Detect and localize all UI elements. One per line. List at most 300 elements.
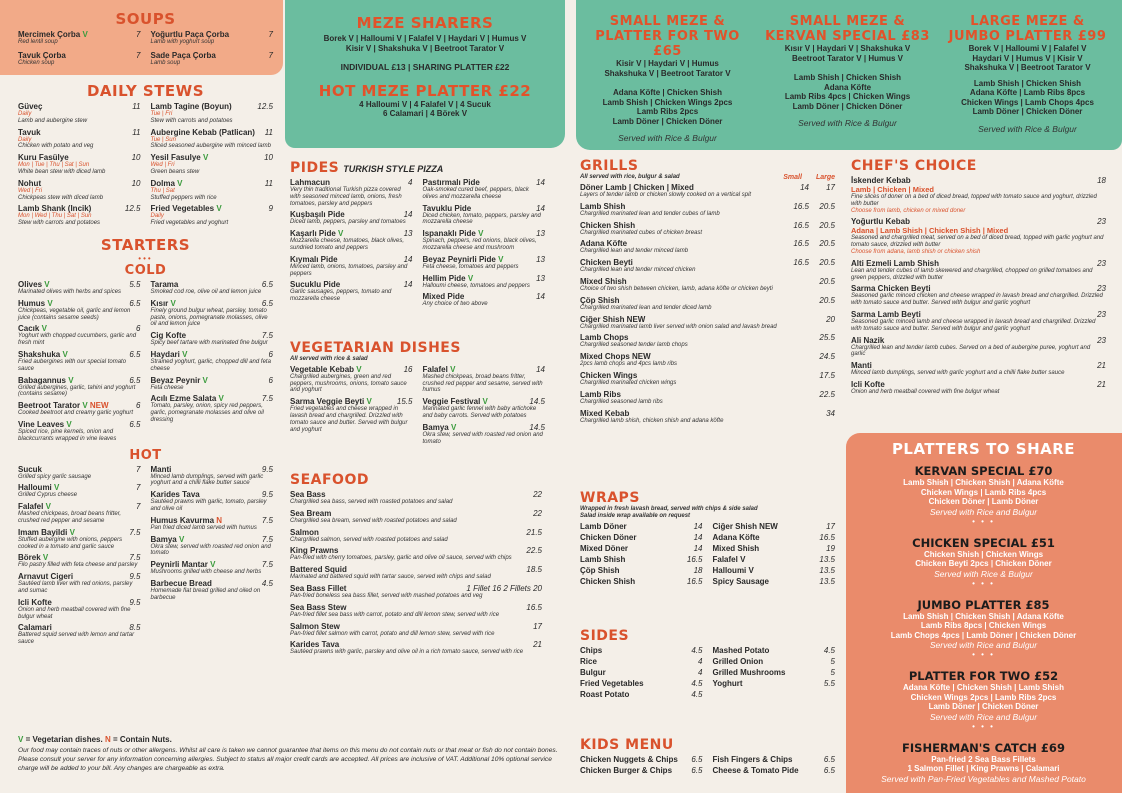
item-price: 4.5 (823, 646, 835, 655)
item-desc: Chargrilled lean and tender minced chicken (580, 267, 696, 274)
item-row (290, 210, 413, 219)
item-name: Mixed Döner (580, 543, 629, 553)
large-price: 17 (826, 183, 835, 192)
large-served: Served with Rice & Bulgur (978, 123, 1077, 134)
item-row (580, 522, 703, 531)
item-row (151, 179, 274, 188)
item-name: Sea Bass Fillet (290, 583, 347, 593)
item-name-wrap (151, 376, 208, 385)
item-prices (791, 371, 835, 380)
item-desc: Chicken soup (18, 59, 55, 66)
item-name: Halloumi (18, 483, 52, 493)
small-price: 16.5 (793, 201, 809, 211)
item-desc: Marinated olives with herbs and spices (18, 289, 122, 295)
item-desc: Feta cheese (150, 384, 184, 391)
wraps-sub2: Salad inside wrap available on request (580, 512, 691, 519)
pides-section (290, 160, 545, 311)
legend-n: N (104, 735, 111, 744)
large-price: 20.5 (819, 295, 835, 305)
item-row (580, 555, 703, 564)
item-desc: Marinated and battered squid with tartar sauce, served with chips and salad (290, 574, 491, 581)
item-price: 1 Fillet 16 2 Fillets 20 (466, 583, 542, 593)
item-desc: Chargrilled lean and tender lamb cubes. Served on a bed of aubergine puree, yoghurt and garlic (851, 344, 1091, 358)
item-price: 22 (533, 508, 542, 518)
kids-section (580, 737, 835, 775)
small-price: 16.5 (793, 220, 809, 230)
item-price: 6.5 (823, 755, 835, 764)
item-price: 7 (136, 30, 141, 39)
item-note: Choose from lamb, chicken or mixed doner (851, 207, 966, 214)
kervan-platter (760, 14, 935, 128)
item-row (851, 284, 1106, 293)
menu-item (18, 623, 141, 646)
item-name-wrap (290, 509, 331, 518)
item-price: 7.5 (261, 560, 273, 570)
platter-block (856, 536, 1111, 588)
item-name-wrap (423, 229, 484, 238)
item-name: Mercimek Çorba (18, 30, 81, 39)
item-name: Çöp Shish (580, 565, 620, 575)
item-name-wrap (18, 376, 74, 385)
platter-line: Chicken Wings | Lamb Chops 4pcs (961, 97, 1094, 107)
item-row (18, 465, 141, 474)
item-row (151, 490, 274, 499)
item-price: 5 (830, 668, 835, 677)
menu-item (580, 183, 835, 199)
item-row (713, 668, 836, 677)
item-desc: Spinach, peppers, red onions, black olives, mozzarella cheese and mushroom (422, 238, 537, 251)
platter-line: Lamb Chops 4pcs | Lamb Döner | Chicken Döner (890, 630, 1077, 640)
item-desc: Green beans stew (150, 168, 200, 175)
item-name: Adana Köfte (580, 239, 628, 249)
item-desc: Minced lamb, onions, tomatoes, parsley and peppers (290, 263, 408, 277)
menu-item (423, 178, 546, 201)
item-price: 22 (533, 490, 542, 499)
item-price: 7.5 (261, 394, 273, 404)
veg-badge: V (66, 375, 74, 385)
item-desc: Choice of two shish between chicken, lamb, adana köfte or chicken beyti (580, 285, 773, 292)
small-price: 16.5 (793, 258, 809, 268)
platter-line: Adana Köfte | Chicken Shish | Lamb Shish (903, 683, 1064, 692)
item-name: Adana Köfte (712, 532, 760, 542)
menu-item (423, 423, 546, 446)
menu-item (290, 622, 542, 638)
legend (18, 735, 558, 744)
item-desc: Chargrilled lamb shish, chicken shish and adana köfte (580, 417, 724, 424)
item-row (713, 766, 836, 775)
item-desc: Stew with carrots and potatoes (150, 117, 233, 124)
item-prices (791, 409, 835, 418)
item-desc: Red lentil soup (18, 39, 58, 45)
item-row (423, 255, 546, 264)
item-desc: Pan-fried boneless sea bass fillet, served with mashed potatoes and veg (290, 592, 483, 599)
menu-item (423, 292, 546, 308)
item-prices (791, 277, 835, 286)
item-row (151, 153, 274, 162)
platters-title: PLATTERS TO SHARE (891, 440, 1076, 458)
item-row (580, 239, 835, 248)
item-row (151, 394, 274, 403)
meze-title: MEZE SHARERS (356, 14, 494, 32)
large-price: 22.5 (819, 389, 835, 399)
item-desc: Pan fried diced lamb served with humus (150, 524, 257, 531)
item-name: Çöp Shish (580, 295, 620, 305)
veg-badge: V (174, 178, 183, 188)
item-row (851, 380, 1106, 389)
small-meze-top2: Shakshuka V | Beetroot Tarator V (604, 68, 731, 78)
item-name: Yoghurt (712, 679, 743, 688)
item-price: 14 (693, 543, 703, 553)
large-header: Large (815, 174, 835, 181)
item-row (151, 331, 274, 340)
item-days: Wed | Fri (150, 162, 175, 169)
veg-badge: V (480, 397, 488, 407)
item-row (423, 423, 546, 432)
item-price: 21 (1097, 379, 1106, 389)
item-price: 13 (403, 229, 413, 239)
item-name-wrap (18, 623, 52, 632)
item-name: Fried Vegetables (580, 679, 644, 688)
item-name: Beyaz Peynirli Pide (422, 254, 496, 264)
item-row (713, 533, 836, 542)
item-desc: Okra stew, served with roasted red onion and tomato (422, 431, 543, 445)
item-price: 9.5 (261, 464, 273, 474)
item-name-wrap (851, 380, 885, 389)
small-price (791, 409, 809, 418)
item-row (580, 668, 703, 677)
item-name-wrap (18, 153, 69, 162)
platter-line: Pan-fried 2 Sea Bass Fillets (931, 754, 1036, 764)
item-name-wrap (290, 584, 346, 593)
item-desc: Okra stew, served with roasted red onion and tomato (150, 543, 271, 557)
item-row (580, 766, 703, 775)
item-row (290, 640, 542, 649)
item-name: Haydari (150, 349, 180, 359)
item-price: 14.5 (529, 397, 545, 407)
menu-item (851, 259, 1106, 282)
large-price: 34 (826, 408, 835, 418)
platter-line: Adana Köfte | Chicken Shish (613, 88, 722, 97)
item-price: 17 (826, 521, 835, 531)
platter-line: Lamb Döner | Chicken Döner (928, 702, 1039, 711)
menu-item (151, 204, 274, 227)
menu-item (290, 490, 542, 506)
item-desc: Chargrilled marinated lamb liver served with onion salad and lavash bread (580, 323, 777, 330)
item-days: Mon | Tue | Thu | Sat | Sun (18, 162, 90, 169)
menu-item (151, 128, 274, 151)
item-name-wrap (851, 217, 910, 226)
item-desc: Minced lamb dumplings, served with garlic yoghurt and a chilli flake butter sauce (150, 473, 264, 487)
menu-item (290, 178, 413, 207)
item-price: 6.5 (691, 755, 703, 764)
meze-sharers-section (290, 14, 560, 119)
veg-badge: V (475, 229, 484, 239)
item-row (151, 560, 274, 569)
veg-badge: V (200, 375, 208, 385)
item-name-wrap (851, 361, 872, 370)
item-name: King Prawns (290, 546, 339, 556)
menu-item (580, 258, 835, 274)
veg-badge: V (216, 394, 224, 404)
item-price: 6 (268, 349, 273, 359)
item-price: 14 (403, 280, 413, 290)
menu-item (18, 350, 141, 373)
seafood-section (290, 472, 542, 659)
menu-item (18, 324, 141, 347)
meze-line2: Kisir V | Shakshuka V | Beetroot Tarator V (345, 43, 505, 53)
veg-badge: V (40, 553, 49, 563)
item-name-wrap (151, 394, 224, 403)
item-options: Lamb | Chicken | Mixed (851, 185, 934, 194)
item-desc: Chargrilled salmon, served with roasted potatoes and salad (290, 536, 448, 543)
item-name: Arnavut Cigeri (18, 572, 74, 582)
veg-badge: V (200, 153, 209, 163)
item-row (18, 401, 141, 410)
item-name: Fried Vegetables (150, 204, 215, 214)
item-price: 14 (536, 178, 545, 187)
item-name-wrap (18, 280, 50, 289)
item-row (713, 577, 836, 586)
item-row (151, 30, 274, 39)
divider: • • • (972, 650, 995, 659)
item-name: Acılı Ezme Salata (150, 394, 217, 404)
item-price: 12.5 (124, 204, 141, 214)
item-name: Tarama (150, 280, 179, 289)
veg-badge: V (80, 401, 88, 411)
item-desc: Chargrilled seasoned lamb ribs (580, 398, 663, 405)
veg-badge: V (448, 422, 457, 432)
item-desc: Fried vegetables and cheese wrapped in lavash bread and chargrilled. Drizzled with tomato sauce and butter. Served with bulgur and yoghurt (290, 406, 408, 433)
grills-title: GRILLS (580, 158, 639, 174)
item-row (18, 179, 141, 188)
item-name: Cig Kofte (150, 331, 187, 341)
item-price: 10 (131, 153, 141, 163)
item-row (713, 646, 836, 655)
platter-block (856, 669, 1111, 731)
menu-item (290, 640, 542, 656)
item-row (18, 483, 141, 492)
item-name: Fish Fingers & Chips (712, 755, 793, 764)
menu-item (151, 28, 274, 46)
platter-served: Served with Rice and Bulgur (929, 506, 1038, 517)
large-top3: Shakshuka V | Beetroot Tarator V (964, 63, 1091, 72)
item-desc: Seasoned and chargrilled meat, served on a bed of diced bread, topped with garlic yoghurt and tomato sauce, drizzled with butter (851, 235, 1104, 249)
platter-served: Served with Rice and Bulgur (929, 640, 1038, 650)
item-name-wrap (851, 284, 931, 293)
menu-item (18, 598, 141, 621)
item-name-wrap (290, 365, 362, 374)
item-price: 7 (136, 464, 141, 474)
item-name-wrap (851, 336, 884, 345)
veg-badge: V (364, 397, 372, 407)
item-desc: Marinated garlic fennel with baby artichoke and baby carrots. Served with potatoes (422, 406, 537, 419)
item-row (580, 221, 835, 230)
item-name-wrap (18, 299, 53, 308)
item-name: Lamb Shish (580, 554, 626, 564)
veg-badge: V (51, 483, 60, 493)
item-name-wrap (18, 420, 72, 429)
menu-item (851, 380, 1106, 396)
item-name: Dolma (150, 178, 175, 188)
item-name: Battered Squid (290, 565, 347, 575)
item-name: Roast Potato (580, 690, 630, 699)
item-price: 16 (403, 364, 413, 374)
item-prices (791, 296, 835, 305)
item-row (18, 598, 141, 607)
item-row (18, 30, 141, 39)
veg-badge: V (214, 204, 222, 214)
platter-line: Lamb Döner | Chicken Döner (972, 107, 1083, 116)
item-name: Yesil Fasulye (150, 153, 201, 163)
item-name: Mashed Potato (712, 646, 770, 655)
veg-badge: V (176, 534, 185, 544)
item-name: Sea Bass (290, 490, 326, 499)
chef-list (851, 176, 1106, 396)
veg-title: VEGETARIAN DISHES (290, 340, 461, 356)
item-desc: Cooked beetroot and creamy garlic yoghurt (18, 410, 134, 417)
platter-name: JUMBO PLATTER £85 (917, 597, 1050, 612)
item-row (18, 51, 141, 60)
item-name-wrap (423, 255, 504, 264)
platter-name: CHICKEN SPECIAL £51 (912, 535, 1055, 550)
large-price: 25.5 (819, 333, 835, 343)
platter-line: Lamb Shish | Chicken Shish (973, 78, 1082, 88)
item-name: Tavuk Çorba (18, 50, 66, 60)
item-desc: Spiced rice, pine kernels, onion and blackcurrants wrapped in vine leaves (18, 428, 117, 442)
item-row (580, 679, 703, 688)
item-name: Chicken Beyti (580, 258, 633, 268)
item-row (18, 204, 141, 213)
item-name: Humus Kavurma (150, 515, 215, 525)
platter-line: Chicken Wings 2pcs | Lamb Ribs 2pcs (910, 692, 1057, 702)
item-days: Daily (18, 136, 32, 143)
item-name: Bamya (422, 422, 449, 432)
item-price: 5.5 (129, 280, 141, 289)
seafood-title: SEAFOOD (290, 472, 369, 488)
item-name: Icli Kofte (851, 379, 885, 389)
item-price: 14 (403, 210, 413, 220)
item-name: Sea Bream (290, 508, 332, 518)
menu-item (151, 49, 274, 67)
starters-title: STARTERS (100, 236, 191, 254)
hot-meze-title: HOT MEZE PLATTER £22 (318, 81, 532, 100)
item-price: 4.5 (261, 578, 273, 588)
hot-title: HOT (129, 447, 162, 463)
item-price: 14 (403, 254, 413, 264)
item-name-wrap (18, 572, 73, 581)
item-desc: Mushrooms grilled with cheese and herbs (150, 569, 262, 576)
item-name: Hellim Pide (422, 273, 466, 283)
item-row (580, 533, 703, 542)
daily-stews-section (18, 82, 273, 230)
item-price: 14 (536, 203, 545, 213)
item-name-wrap (18, 324, 47, 333)
item-desc: Halloumi cheese, tomatoes and peppers (422, 282, 530, 289)
menu-item (18, 204, 141, 227)
item-name-wrap (290, 490, 326, 499)
platter-line: Lamb Ribs 2pcs (636, 107, 699, 116)
item-name-wrap (151, 350, 188, 359)
menu-item (151, 299, 274, 328)
item-name: Tavuklu Pide (422, 203, 472, 213)
item-price: 13.5 (819, 576, 835, 586)
sides-list (580, 644, 835, 699)
small-price: 14 (800, 183, 809, 192)
item-price: 19 (826, 543, 835, 553)
item-row (290, 528, 542, 537)
large-price: 20 (826, 314, 835, 324)
item-name: Pastırmalı Pide (422, 178, 480, 187)
item-price: 7.5 (261, 515, 273, 525)
item-desc: Grilled aubergines, garlic, tahini and yoghurt (contains sesame) (18, 384, 136, 398)
large-price: 20.5 (819, 276, 835, 286)
item-desc: Fine slices of doner on a bed of diced bread, topped with tomato sauce and yoghurt, drizzled with butter (851, 194, 1097, 207)
item-row (18, 153, 141, 162)
large-title1: LARGE MEZE & (970, 14, 1085, 29)
item-name: Kıymalı Pide (290, 254, 338, 264)
platter-name: FISHERMAN'S CATCH £69 (902, 740, 1065, 755)
item-row (580, 202, 835, 211)
item-name: Kısır (150, 298, 169, 308)
item-row (151, 102, 274, 111)
item-name: Ciğer Shish NEW (712, 521, 778, 531)
item-desc: Chicken with potato and veg (18, 143, 94, 150)
item-desc: Fried vegetables and yoghurt (150, 220, 229, 227)
item-row (151, 350, 274, 359)
large-top1: Borek V | Halloumi V | Falafel V (968, 44, 1087, 53)
platters-list (856, 464, 1111, 784)
small-meze-served: Served with Rice & Bulgur (618, 133, 717, 143)
soups-section (18, 10, 273, 70)
item-row (580, 646, 703, 655)
item-name-wrap (18, 598, 52, 607)
menu-item (423, 397, 546, 420)
item-desc: Stew with carrots and potatoes (18, 220, 101, 227)
menu-item (151, 179, 274, 202)
item-name: Sarma Chicken Beyti (851, 284, 931, 294)
menu-item (290, 365, 413, 394)
item-row (18, 299, 141, 308)
item-name: Falafel (18, 502, 44, 512)
menu-item (580, 333, 835, 349)
item-row (18, 324, 141, 333)
legend-n-text: = Contain Nuts. (110, 735, 172, 744)
veg-badge: V (335, 229, 344, 239)
item-name-wrap (290, 622, 340, 631)
pides-title: PIDES (290, 160, 340, 176)
veg-badge: V (80, 30, 88, 39)
item-price: 9.5 (129, 572, 141, 582)
platter-served: Served with Rice and Bulgur (929, 711, 1038, 722)
menu-item (18, 128, 141, 151)
small-price (791, 296, 809, 305)
item-row (580, 409, 835, 418)
item-row (423, 274, 546, 283)
item-name-wrap (18, 483, 59, 492)
menu-item (423, 274, 546, 290)
menu-item (580, 315, 835, 331)
menu-item (151, 490, 274, 513)
large-price: 20.5 (819, 201, 835, 211)
item-desc: Lamb soup (150, 59, 181, 66)
item-price: 21.5 (526, 527, 542, 537)
item-days: Daily (18, 111, 32, 117)
item-row (290, 509, 542, 518)
item-row (290, 584, 542, 593)
menu-item (290, 603, 542, 619)
item-name-wrap (151, 51, 216, 60)
item-desc: Sautéed lamb liver with red onions, parsley and sumac (18, 581, 133, 594)
